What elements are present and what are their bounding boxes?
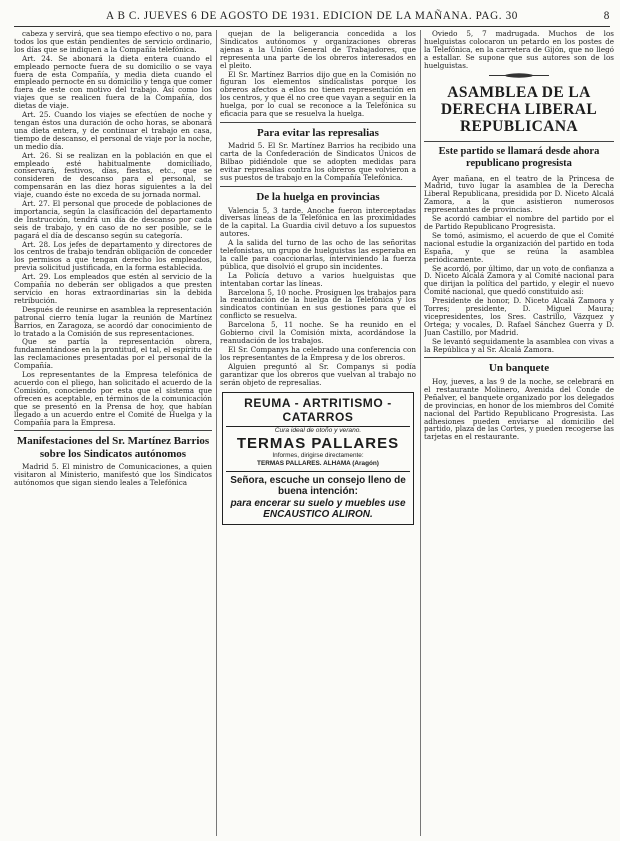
article-heading-martinez-barrios: Manifestaciones del Sr. Martínez Barrios sobre los Sindicatos autónomos [16,435,210,460]
article-paragraph: Hoy, jueves, a las 9 de la noche, se celebrará en el restaurante Molinero, Avenida del Conde de Peñalver, el banquete organizado por los delegados de provincias, en honor de los miembros del Comité nacional del Partido Republicano Progresista. Las adhesiones pueden enviarse al domicilio del partido, plaza de las Cortes, y pueden recogerse las tarjetas en el restaurante. [424,376,614,442]
ad-headline: REUMA - ARTRITISMO - CATARROS [226,396,410,427]
article-paragraph: Se tomó, asimismo, el acuerdo de que el Comité nacional estudie la organización del partido en toda España, y que se reúna la asamblea periódicamente. [424,230,614,264]
article-paragraph: Que se partía la representación obrera, fundamentándose en la prontitud, el tal, el espíritu de las reclamaciones presentadas por el personal de la Compañía. [14,337,212,371]
article-heading-represalias: Para evitar las represalias [257,126,379,139]
section-rule [220,122,416,123]
header-dateline: A B C. JUEVES 6 DE AGOSTO DE 1931. EDICION DE LA MAÑANA. PAG. 30 [106,10,518,22]
article-subheading: Este partido se llamará desde ahora republicano progresista [438,145,600,169]
article-paragraph: Se levantó seguidamente la asamblea con vivas a la República y al Sr. Alcalá Zamora. [424,336,614,354]
article-paragraph: Barcelona 5, 10 noche. Prosiguen los trabajos para la reanudación de la huelga de la Telefónica y los sindicatos continúan en sus gestiones para que el conflicto se resuelva. [220,287,416,321]
article-heading-asamblea: ASAMBLEA DE LA DERECHA LIBERAL REPUBLICANA [440,83,598,135]
article-heading-provincias: De la huelga en provincias [256,191,380,203]
section-rule [424,357,614,358]
article-paragraph: Se acordó, por último, dar un voto de confianza a D. Niceto Alcalá Zamora y al Comité nacional para que dirijan la política del partido, y elegir el nuevo Comité nacional, que quedó constituido así: [424,263,614,297]
article-paragraph: Valencia 5, 3 tarde. Anoche fueron interceptadas diversas líneas de la Telefónica en las proximidades de la capital. La Guardia civil detuvo a los supuestos autores. [220,205,416,239]
article-paragraph: Barcelona 5, 11 noche. Se ha reunido en el Gobierno civil la Comisión mixta, acordándose la reanudación de los trabajos. [220,320,416,345]
article-paragraph: Después de reunirse en asamblea la representación patronal cierro tenía lugar la reunión de Martínez Barrios, en Zaragoza, se acordó dar conocimiento de lo tratado a la Comisión de sus representaciones. [14,304,212,338]
article-paragraph: Art. 26. Si se realizan en la población en que el empleado esté habitualmente domiciliado, conservará, festivos, días, fiestas, etc., que se consideren de descanso para el personal, se compensarán en las diez horas siguientes a la del viaje, cuando éste no exceda de su jornada normal. [14,150,212,200]
column-3 [424,30,614,836]
article-paragraph: Art. 27. El personal que procede de poblaciones de importancia, según la clasificación del departamento de Instrucción, tendrá un día de descanso por cada seis de trabajo, y en caso de no ser posible, se le pagará el día de descanso según su categoría. [14,199,212,240]
article-paragraph: Art. 25. Cuando los viajes se efectúen de noche y tengan éstos una duración de ocho horas, se abonará una dieta entera, y de continuar el trabajo en casa, tiempo de descanso, el personal de viaje por la noche, un medio día. [14,110,212,151]
article-paragraph: Art. 24. Se abonará la dieta entera cuando el empleado pernocte fuera de su domicilio o se vaya fuera de esta Compañía, y media dieta cuando el empleado pernocte en su domicilio y tenga que comer fuera de este con motivo del trabajo. Así como los viajes que se realicen fuera de la Compañía, dos dietas de viaje. [14,53,212,111]
section-rule [14,430,212,431]
column-1 [14,30,212,836]
ad-tagline: Cura ideal de otoño y verano. [274,427,362,435]
article-heading-banquete: Un banquete [488,362,550,375]
article-paragraph: El Sr. Companys ha celebrado una conferencia con los representantes de la Empresa y de los obreros. [220,344,416,362]
article-paragraph: Alguien preguntó al Sr. Companys si podía garantizar que los obreros que vuelvan al trabajo no serán objeto de represalias. [220,361,416,387]
article-paragraph: Se acordó cambiar el nombre del partido por el de Partido Republicano Progresista. [424,214,614,231]
section-rule [220,186,416,187]
ad-product: para encerar su suelo y muebles use ENCAUSTICO ALIRON. [230,497,406,521]
column-2 [220,30,416,836]
page-header [14,8,610,27]
section-rule [424,141,614,142]
column-divider [216,30,217,836]
article-paragraph: Presidente de honor, D. Niceto Alcalá Zamora y Torres; presidente, D. Miguel Maura; vicepresidentes, los Sres. Castrillo, Vázquez y Ortega; y vocales, D. Rafael Sánchez Guerra y D. Juan Castillo, por Madrid. [424,296,614,337]
article-paragraph: Ayer mañana, en el teatro de la Princesa de Madrid, tuvo lugar la asamblea de la Derecha Liberal Republicana, presidida por D. Niceto Alcalá Zamora, a la que asistieron numerosos representantes de provincias. [424,173,614,215]
ad-address: TERMAS PALLARES. ALHAMA (Aragón) [226,460,410,472]
ad-brand: TERMAS PALLARES [236,435,400,453]
advertisement-box [222,392,414,524]
ad-info: Informes, dirigirse directamente: [272,452,364,460]
article-paragraph: Los representantes de la Empresa telefónica de acuerdo con el pliego, han solicitado el acuerdo de la Comisión, conociendo por esta que el sistema que ofrecen es aceptable, en términos de la comunicación que se presentó en la Prensa de hoy, que habían llegado a un acuerdo entre el Comité de Huelga y la Compañía para la Empresa. [14,370,212,427]
ornament-rule-icon [489,73,549,78]
article-paragraph: Art. 28. Los jefes de departamento y directores de los centros de trabajo tendrán obligación de conceder los permisos a que tengan derecho los empleados, previa solicitud justificada, en la forma establecida. [14,239,212,273]
article-paragraph: Madrid 5. El Sr. Martínez Barrios ha recibido una carta de la Confederación de Sindicatos Únicos de Bilbao pidiéndole que se adopten medidas para evitar represalias contra los obreros que volvieron a sus puestos de trabajo en la Compañía Telefónica. [220,141,416,183]
header-page-mark: 8 [603,10,610,22]
article-paragraph: cabeza y servirá, que sea tiempo efectivo o no, para todos los que están pendientes de servicio ordinario, los días que se indiquen a la Compañía telefónica. [14,30,212,54]
article-paragraph: La Policía detuvo a varios huelguistas que intentaban cortar las líneas. [220,270,416,288]
ad-advice: Señora, escuche un consejo lleno de buena intención: [230,474,406,498]
article-paragraph: Madrid 5. El ministro de Comunicaciones, a quien visitaron al Ministerio, manifestó que los Sindicatos autónomos que sigan siendo leales a Telefónica [14,462,212,488]
article-paragraph: quejan de la beligerancia concedida a los Sindicatos autónomos y organizaciones obreras ajenas a la Unión General de Trabajadores, que representa una parte de los obreros interesados en el pleito. [220,30,416,70]
article-paragraph: El Sr. Martínez Barrios dijo que en la Comisión no figuran los elementos sindicalistas porque los obreros afectos a ellos no tienen representación en los centros, y que él no cree que vayan a seguir en la huelga, por lo cual se reconoce a la Telefónica su eficacia para que se resuelva la huelga. [220,69,416,119]
article-paragraph: Art. 29. Los empleados que estén al servicio de la Compañía no deberán ser obligados a que presten servicio en horas extraordinarias sin la debida retribución. [14,272,212,305]
column-divider [420,30,421,836]
article-paragraph: A la salida del turno de las ocho de las señoritas telefonistas, un grupo de huelguistas las esperaba en la calle para coaccionarlas, interviniendo la fuerza pública, que disolvió el grupo sin incidentes. [220,238,416,271]
article-paragraph: Oviedo 5, 7 madrugada. Muchos de los huelguistas colocaron un petardo en los postes de la Telefónica, en la carretera de Gijón, que no llegó a estallar. Se supone que sus autores son de los huelguistas. [424,30,614,70]
